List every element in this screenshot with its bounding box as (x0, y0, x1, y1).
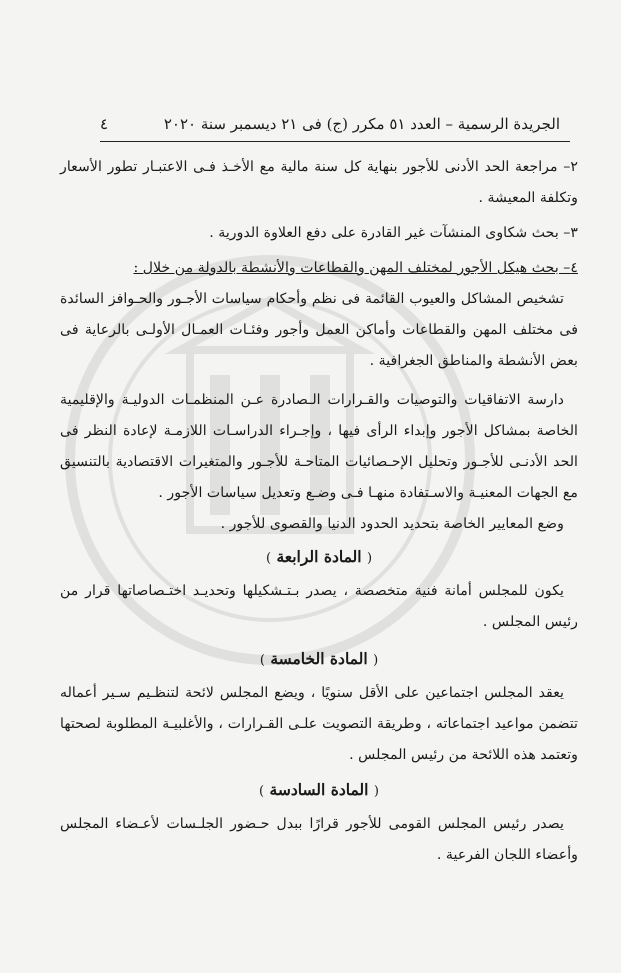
article-4-text: يكون للمجلس أمانة فنية متخصصة ، يصدر بـتـشكيلها وتحديـد اختـصاصاتها قرار من رئيس المجلس . (60, 583, 578, 630)
article-6-heading: ( المادة السادسة ) (259, 780, 379, 799)
article-6-text: يصدر رئيس المجلس القومى للأجور قرارًا ببدل حـضور الجلـسات لأعـضاء المجلس وأعضاء اللجان الفرعية . (60, 816, 578, 863)
paragraph-criteria: وضع المعايير الخاصة بتحديد الحدود الدنيا والقصوى للأجور . (220, 516, 564, 532)
header-divider (100, 141, 570, 142)
item-3: ٣– بحث شكاوى المنشآت غير القادرة على دفع العلاوة الدورية . (209, 225, 578, 241)
paragraph-diagnosis: تشخيص المشاكل والعيوب القائمة فى نظم وأحكام سياسات الأجـور والحـوافز السائدة فى مختلف المهن والقطاعات وأماكن العمل وأجور وفئـات العمـال الأولـى بالرعاية فى بعض الأنشطة والمناطق الجغرافية . (60, 291, 578, 369)
page-number: ٤ (100, 115, 109, 133)
header-title: الجريدة الرسمية – العدد ٥١ مكرر (ج) فى ٢١ ديسمبر سنة ٢٠٢٠ (163, 115, 560, 133)
gazette-header (100, 110, 560, 138)
article-5-heading: ( المادة الخامسة ) (259, 649, 379, 668)
article-4-heading: ( المادة الرابعة ) (265, 547, 373, 566)
paragraph-study: دارسة الاتفاقيات والتوصيات والقـرارات الـصادرة عـن المنظمـات الدوليـة والإقليمية الخاصة بمشاكل الأجور وإبداء الرأى فيها ، وإجـراء الدراسـات اللازمـة لإعادة النظر فى الحد الأدنـى للأجـور وتحليل الإحـصائيات المتاحـة للأجـور والمتغيرات الاقتصادية بالتنسيق مع الجهات المعنيـة والاسـتفادة منهـا فـى وضـع وتعديل سياسات الأجور . (60, 392, 578, 501)
item-4: ٤– بحث هيكل الأجور لمختلف المهن والقطاعات والأنشطة بالدولة من خلال : (133, 260, 578, 276)
article-5-text: يعقد المجلس اجتماعين على الأقل سنويًا ، ويضع المجلس لائحة لتنظـيم سـير أعماله تتضمن مواعيد اجتماعاته ، وطريقة التصويت علـى القـرارات ، والأغلبيـة المطلوبة لصحتها وتعتمد هذه اللائحة من رئيس المجلس . (60, 685, 578, 763)
document-body (60, 152, 578, 871)
item-2: ٢– مراجعة الحد الأدنى للأجور بنهاية كل سنة مالية مع الأخـذ فـى الاعتبـار تطور الأسعار وتكلفة المعيشة . (60, 159, 578, 206)
